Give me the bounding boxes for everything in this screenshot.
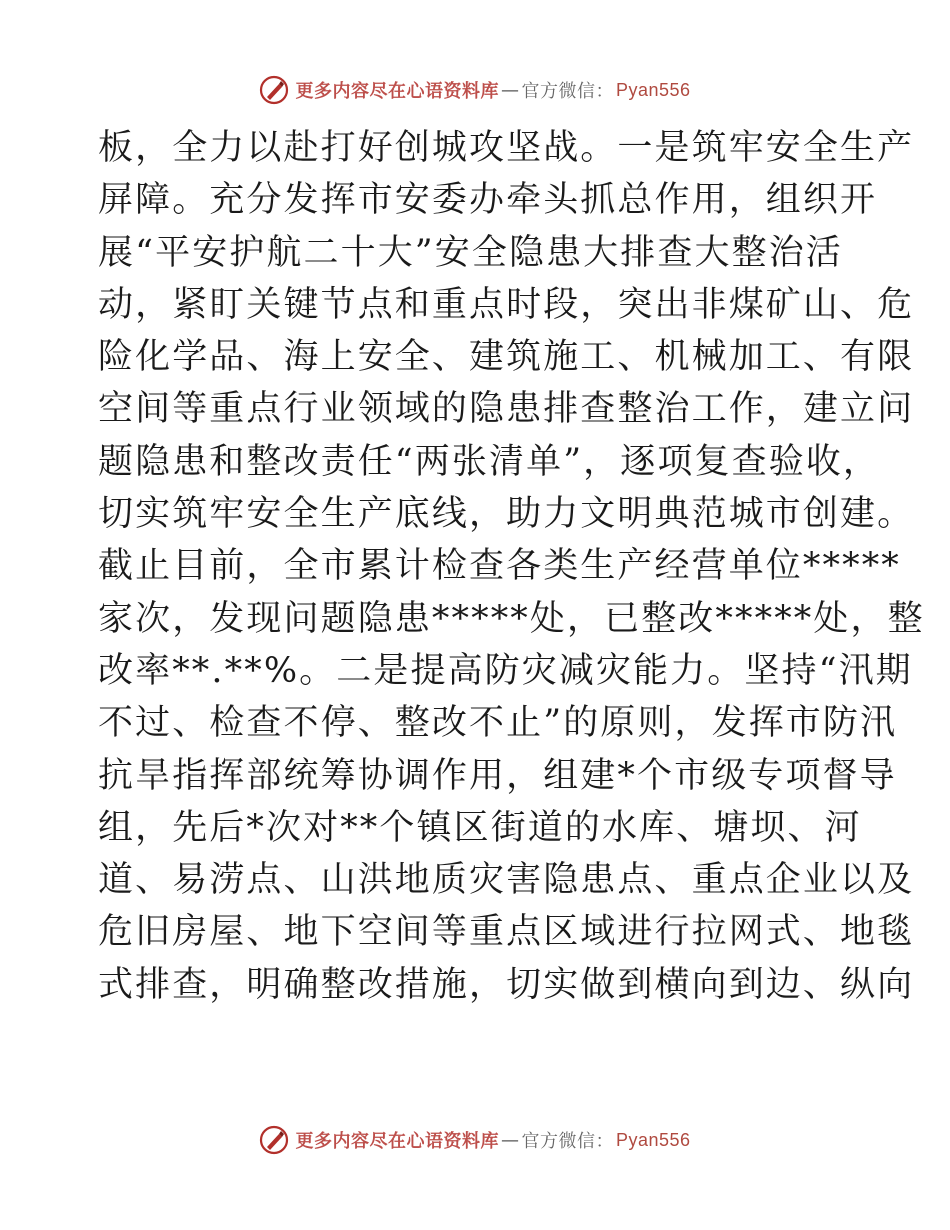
watermark-separator: — <box>500 1129 520 1151</box>
watermark-separator: — <box>500 79 520 101</box>
text-line: 改率**.**%。二是提高防灾减灾能力。坚持“汛期 <box>98 650 913 691</box>
text-line: 切实筑牢安全生产底线，助力文明典范城市创建。 <box>98 494 915 535</box>
watermark-site-text: 更多内容尽在心语资料库 <box>295 1131 499 1152</box>
text-line: 截止目前，全市累计检查各类生产经营单位***** <box>98 546 901 587</box>
footer-watermark <box>0 1122 950 1158</box>
watermark-label: 官方微信： <box>521 81 614 102</box>
text-line: 抗旱指挥部统筹协调作用，组建*个市级专项督导 <box>98 755 897 796</box>
text-line: 空间等重点行业领域的隐患排查整治工作，建立问 <box>98 389 915 430</box>
watermark-wechat-id: Pyan556 <box>615 79 691 100</box>
text-line: 家次，发现问题隐患*****处，已整改*****处，整 <box>98 598 925 639</box>
text-line: 式排查，明确整改措施，切实做到横向到边、纵向 <box>98 964 915 1005</box>
text-line: 题隐患和整改责任“两张清单”，逐项复查验收， <box>98 441 880 482</box>
text-line: 险化学品、海上安全、建筑施工、机械加工、有限 <box>98 337 915 378</box>
pen-logo-icon <box>259 1125 289 1155</box>
watermark-wechat-id: Pyan556 <box>615 1129 691 1150</box>
watermark-site-text: 更多内容尽在心语资料库 <box>295 81 499 102</box>
text-line: 屏障。充分发挥市安委办牵头抓总作用，组织开 <box>98 180 878 221</box>
text-line: 危旧房屋、地下空间等重点区域进行拉网式、地毯 <box>98 912 915 953</box>
text-line: 板，全力以赴打好创城攻坚战。一是筑牢安全生产 <box>98 128 915 168</box>
text-line: 组，先后*次对**个镇区街道的水库、塘坝、河 <box>98 807 862 848</box>
watermark-label: 官方微信： <box>521 1131 614 1152</box>
document-body <box>98 122 925 1011</box>
text-line: 动，紧盯关键节点和重点时段，突出非煤矿山、危 <box>98 284 915 325</box>
header-watermark <box>0 72 950 108</box>
text-line: 道、易涝点、山洪地质灾害隐患点、重点企业以及 <box>98 860 915 901</box>
text-line: 不过、检查不停、整改不止”的原则，发挥市防汛 <box>98 703 898 744</box>
text-line: 展“平安护航二十大”安全隐患大排查大整治活 <box>98 232 843 273</box>
pen-logo-icon <box>259 75 289 105</box>
